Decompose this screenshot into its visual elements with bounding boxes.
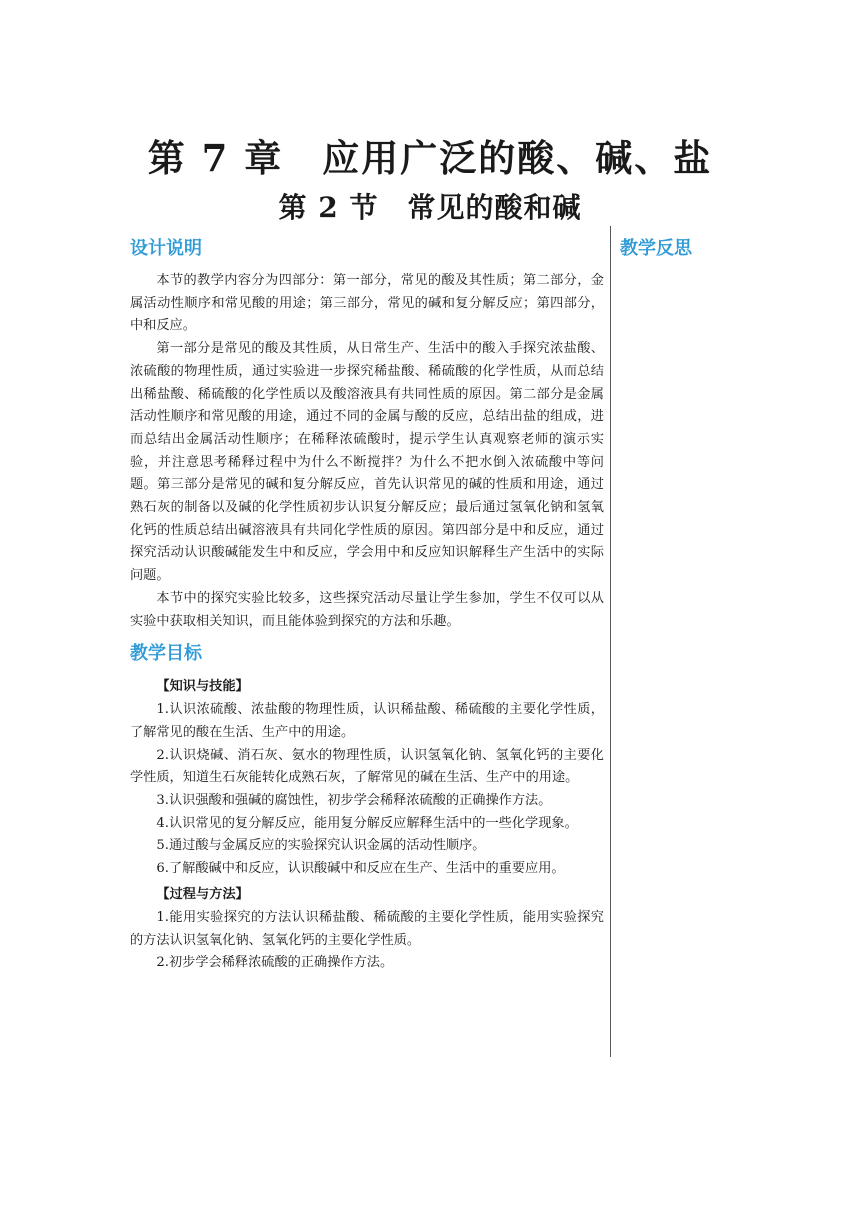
design-paragraph: 第一部分是常见的酸及其性质，从日常生产、生活中的酸入手探究浓盐酸、浓硫酸的物理性质，通过实验进一步探究稀盐酸、稀硫酸的化学性质，从而总结出稀盐酸、稀硫酸的化学性质以及酸溶液具有共同性质的原因。第二部分是金属活动性顺序和常见酸的用途，通过不同的金属与酸的反应，总结出盐的组成，进而总结出金属活动性顺序；在稀释浓硫酸时，提示学生认真观察老师的演示实验，并注意思考稀释过程中为什么不断搅拌？为什么不把水倒入浓硫酸中等问题。第三部分是常见的碱和复分解反应，首先认识常见的碱的性质和用途，通过熟石灰的制备以及碱的化学性质初步认识复分解反应；最后通过氢氧化钠和氢氧化钙的性质总结出碱溶液具有共同化学性质的原因。第四部分是中和反应，通过探究活动认识酸碱能发生中和反应，学会用中和反应知识解释生产生活中的实际问题。: [130, 341, 604, 584]
process-item: 1.能用实验探究的方法认识稀盐酸、稀硫酸的主要化学性质，能用实验探究的方法认识氢氧化钠、氢氧化钙的主要化学性质。: [130, 909, 604, 948]
objectives-heading: 教学目标: [130, 643, 202, 665]
reflection-column: [620, 236, 820, 270]
main-column: [130, 236, 604, 975]
design-paragraph: 本节中的探究实验比较多，这些探究活动尽量让学生参加，学生不仅可以从实验中获取相关知识，而且能体验到探究的方法和乐趣。: [130, 590, 604, 629]
chapter-title: 第 7 章 应用广泛的酸、碱、盐: [147, 136, 713, 180]
process-label: 【过程与方法】: [156, 886, 249, 902]
knowledge-item: 1.认识浓硫酸、浓盐酸的物理性质，认识稀盐酸、稀硫酸的主要化学性质，了解常见的酸在生活、生产中的用途。: [130, 702, 604, 740]
knowledge-item: 2.认识烧碱、消石灰、氨水的物理性质，认识氢氧化钠、氢氧化钙的主要化学性质，知道生石灰能转化成熟石灰，了解常见的碱在生活、生产中的用途。: [130, 747, 604, 786]
design-paragraph: 本节的教学内容分为四部分：第一部分，常见的酸及其性质；第二部分，金属活动性顺序和常见酸的用途；第三部分，常见的碱和复分解反应；第四部分，中和反应。: [130, 273, 604, 334]
process-item: 2.初步学会稀释浓硫酸的正确操作方法。: [156, 955, 394, 971]
column-divider: [610, 226, 611, 1057]
knowledge-label: 【知识与技能】: [156, 679, 249, 695]
knowledge-item: 6.了解酸碱中和反应，认识酸碱中和反应在生产、生活中的重要应用。: [156, 861, 565, 877]
knowledge-item: 3.认识强酸和强碱的腐蚀性，初步学会稀释浓硫酸的正确操作方法。: [156, 793, 552, 809]
section-title: 第 2 节 常见的酸和碱: [278, 191, 582, 224]
design-heading: 设计说明: [130, 238, 202, 259]
knowledge-item: 4.认识常见的复分解反应，能用复分解反应解释生活中的一些化学现象。: [156, 815, 578, 831]
knowledge-item: 5.通过酸与金属反应的实验探究认识金属的活动性顺序。: [156, 838, 486, 854]
reflection-heading: 教学反思: [620, 238, 692, 259]
